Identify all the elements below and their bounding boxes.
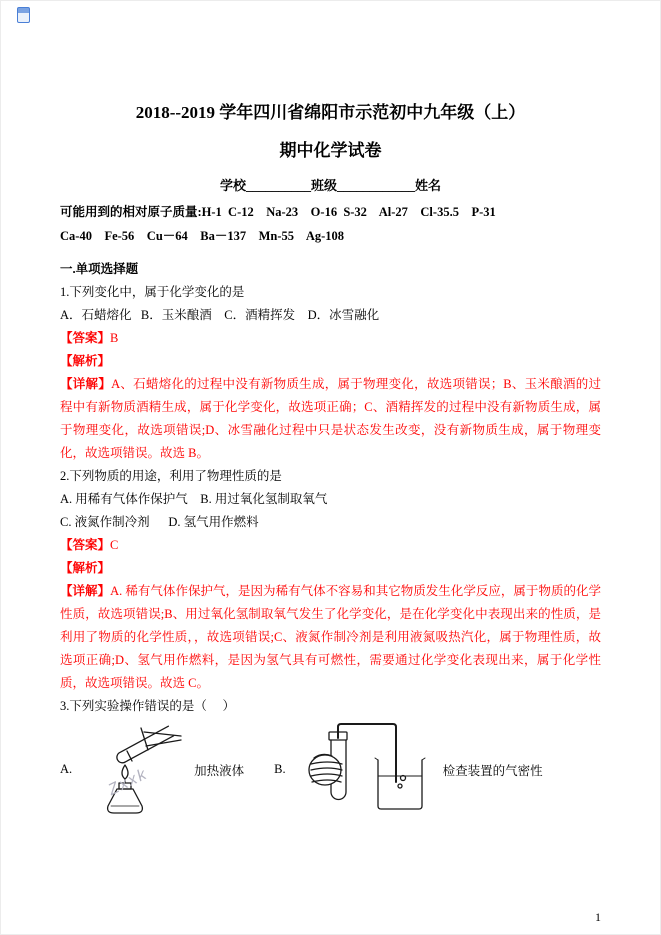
q3-option-b-label: B. [274,762,286,776]
watermark-text: Zxxk [105,764,151,799]
atomic-mass-line2: Ca-40 Fe-56 Cu－64 Ba－137 Mn-55 Ag-108 [60,229,345,243]
q1-analysis-label: 【解析】 [60,354,111,368]
q3-option-a-label: A. [60,762,73,776]
q1-analysis [60,350,601,373]
q2-detail-body: A. 稀有气体作保护气，是因为稀有气体不容易和其它物质发生化学反应，属于物质的化学性质，故选项错误;B、用过氧化氢制取氧气发生了化学变化，是在化学变化中表现出来的性质，是利用了物质的化学性质，，故选项错误;C、液氮作制冷剂是利用液氮吸热汽化，属于物理性质，故选项正确;D、氢气用作燃料，是因为氢气具有可燃性，需要通过化学变化表现出来，属于化学性质，故选项错误。故选 C。 [60,584,601,690]
q3-caption-b: 检查装置的气密性 [442,763,543,778]
q1-detail-label: 【详解】 [60,377,112,391]
exam-title-line1: 2018--2019 学年四川省绵阳市示范初中九年级（上） [135,103,526,122]
q2-analysis [60,557,601,580]
q3-stem: 3.下列实验操作错误的是（ ） [60,699,236,713]
document-icon [17,7,30,23]
q1-detail-body: A、石蜡熔化的过程中没有新物质生成，属于物理变化，故选项错误；B、玉米酿酒的过程中有新物质酒精生成，属于化学变化，故选项正确；C、酒精挥发的过程中没有新物质生成，属于物理变化，故选项错误;D、冰雪融化过程中只是状态发生改变，没有新物质生成，属于物理变化，故选项错误。故选 B。 [60,377,601,460]
q3-caption-a: 加热液体 [194,763,245,778]
q1-answer-label: 【答案】 [60,331,111,345]
q2-options-cd: C. 液氮作制冷剂 D. 氢气用作燃料 [60,515,259,529]
q2-answer-value: C [110,538,119,552]
q2-stem: 2.下列物质的用途，利用了物理性质的是 [60,469,282,483]
q2-answer-label: 【答案】 [60,538,111,552]
beaker-rim [375,758,425,760]
bubble [398,784,402,788]
exam-title-line2: 期中化学试卷 [279,141,382,160]
q2-detail [60,580,601,695]
section-title: 一.单项选择题 [60,262,139,276]
q1-options: A．石蜡熔化 B．玉米酿酒 C．酒精挥发 D．冰雪融化 [60,308,380,322]
q2-detail-label: 【详解】 [60,584,111,598]
atomic-mass-line1: 可能用到的相对原子质量:H-1 C-12 Na-23 O-16 S-32 Al-27 Cl-35.5 P-31 [60,205,496,219]
clamp-handle [144,732,181,736]
q2-answer [60,534,601,557]
heating-liquid-figure [84,724,184,816]
q1-detail [60,373,601,465]
q3-figures [60,722,601,817]
q1-stem: 1.下列变化中，属于化学变化的是 [60,285,245,299]
q2-options-ab: A. 用稀有气体作保护气 B. 用过氧化氢制取氧气 [60,492,328,506]
q1-answer [60,327,601,350]
q1-answer-value: B [110,331,119,345]
airtightness-check-figure [298,722,433,817]
q2-analysis-label: 【解析】 [60,561,111,575]
page-number: 1 [595,910,601,924]
school-class-name-line: 学校__________班级____________姓名 [219,178,441,193]
